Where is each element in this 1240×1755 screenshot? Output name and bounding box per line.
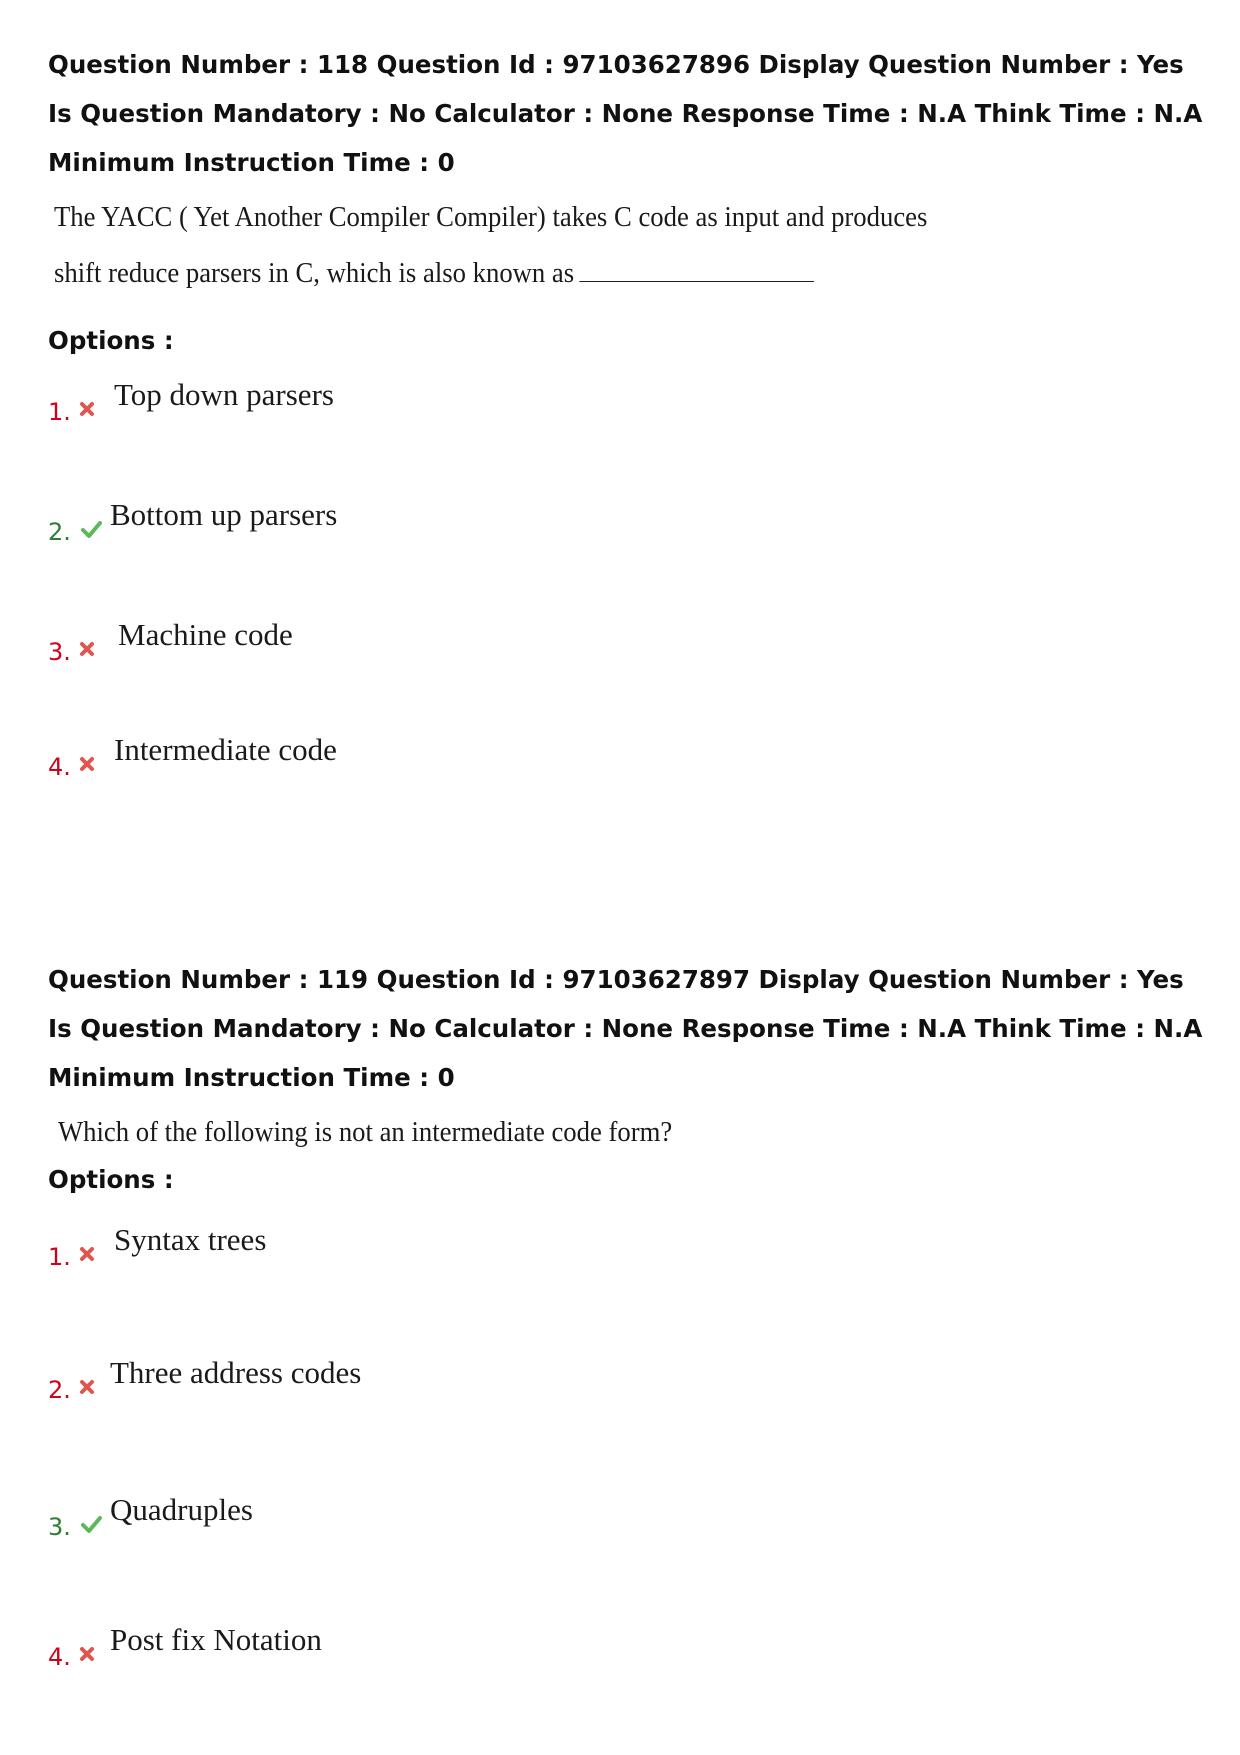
option-number: 1. xyxy=(48,398,71,426)
option-number: 3. xyxy=(48,1513,71,1541)
question-block xyxy=(48,40,1208,781)
cross-icon xyxy=(78,1642,98,1666)
question-meta: Question Number : 119 Question Id : 97103627897 Display Question Number : Yes Is Question Mandatory : No Calculator : None Response Time : N.A Think Time : N.A Minimum Instruction Time : 0 xyxy=(48,965,1203,1092)
question-meta: Question Number : 118 Question Id : 97103627896 Display Question Number : Yes Is Question Mandatory : No Calculator : None Response Time : N.A Think Time : N.A Minimum Instruction Time : 0 xyxy=(48,50,1203,177)
question-text-line-with-blank xyxy=(54,245,1048,301)
option-text: Top down parsers xyxy=(114,377,334,412)
option-item xyxy=(48,375,748,435)
cross-icon xyxy=(78,1242,98,1266)
option-number: 1. xyxy=(48,1243,71,1271)
question-text-line: Which of the following is not an intermediate code form? xyxy=(58,1116,673,1148)
option-item xyxy=(48,1353,748,1413)
option-item xyxy=(48,1620,748,1680)
option-text: Three address codes xyxy=(110,1355,362,1390)
option-number: 3. xyxy=(48,638,71,666)
option-item xyxy=(48,730,748,790)
option-number: 4. xyxy=(48,753,71,781)
cross-icon xyxy=(78,397,98,421)
option-number: 4. xyxy=(48,1643,71,1671)
question-text xyxy=(58,1104,1052,1160)
cross-icon xyxy=(78,637,98,661)
option-number: 2. xyxy=(48,518,71,546)
options-label: Options : xyxy=(48,326,174,355)
options-label: Options : xyxy=(48,1165,174,1194)
option-text: Intermediate code xyxy=(114,732,337,767)
option-text: Post fix Notation xyxy=(110,1622,322,1657)
option-text: Bottom up parsers xyxy=(110,497,338,532)
answer-blank xyxy=(580,259,815,282)
option-text: Syntax trees xyxy=(114,1222,267,1257)
question-text-line: shift reduce parsers in C, which is also known as xyxy=(54,257,575,289)
option-item xyxy=(48,495,748,555)
check-icon xyxy=(78,517,104,541)
cross-icon xyxy=(78,752,98,776)
question-text-line: The YACC ( Yet Another Compiler Compiler) takes C code as input and produces xyxy=(54,201,928,233)
option-item xyxy=(48,1490,748,1550)
option-text: Quadruples xyxy=(110,1492,253,1527)
cross-icon xyxy=(78,1375,98,1399)
question-text xyxy=(54,189,1048,301)
option-text: Machine code xyxy=(118,617,293,652)
option-number: 2. xyxy=(48,1376,71,1404)
check-icon xyxy=(78,1512,104,1536)
question-block xyxy=(48,955,1208,1671)
option-item xyxy=(48,615,748,675)
option-item xyxy=(48,1220,748,1280)
